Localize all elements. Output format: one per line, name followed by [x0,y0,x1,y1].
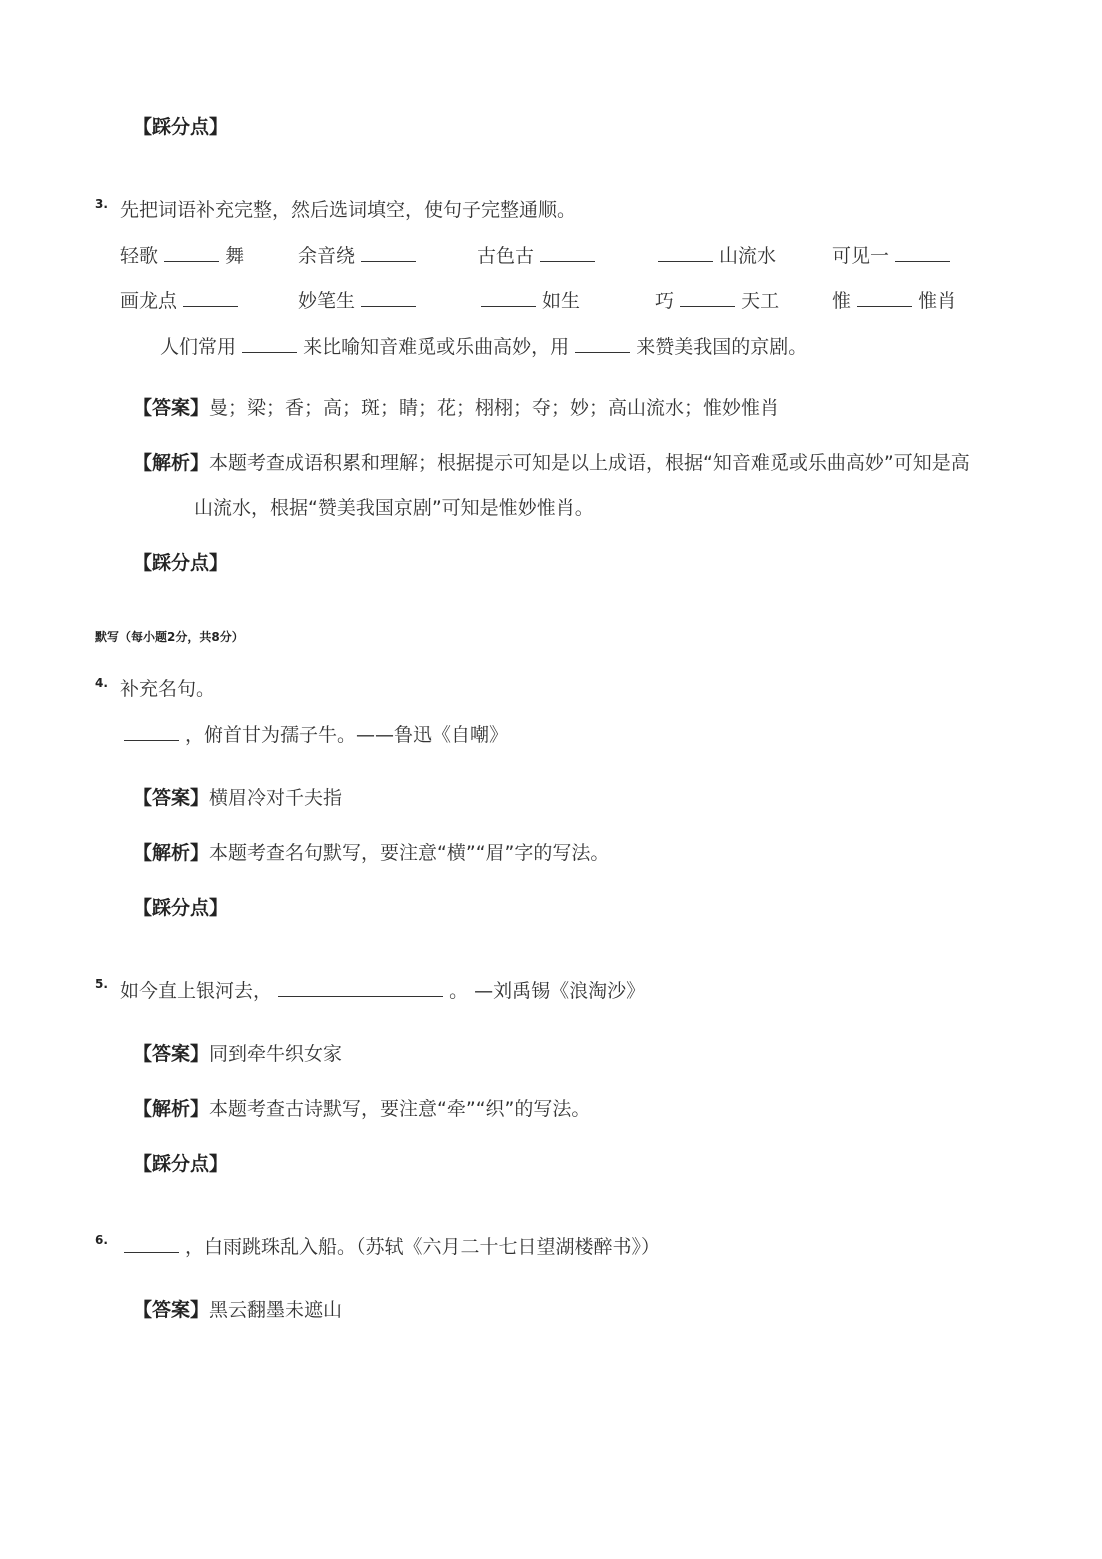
score-point-label: 【踩分点】 [133,1153,229,1175]
analysis-label: 【解析】 [133,842,210,864]
answer-text: 同到牵牛织女家 [209,1043,343,1065]
analysis-text-continued: 山流水，根据“赞美我国京剧”可知是惟妙惟肖。 [194,497,594,519]
question-number: 5. [95,977,108,991]
question-number: 6. [95,1233,108,1247]
idiom-item: 可见一 [832,243,950,268]
answer-text: 横眉冷对千夫指 [209,787,343,809]
idiom-item: 轻歌 舞 [120,245,245,267]
question-number: 3. [95,197,108,211]
blank-line [278,978,443,997]
answer-label: 【答案】 [133,1299,210,1321]
blank-line [481,288,536,307]
analysis-label: 【解析】 [133,452,210,474]
poem-line: ，白雨跳珠乱入船。（苏轼《六月二十七日望湖楼醉书》） [124,1234,660,1259]
answer-row [133,1042,342,1066]
fill-sentence: 人们常用 来比喻知音难觅或乐曲高妙，用 来赞美我国的京剧。 [160,336,808,358]
idiom-item: 山流水 [658,243,776,268]
analysis-label: 【解析】 [133,1098,210,1120]
blank-line [183,288,238,307]
blank-line [361,243,416,262]
score-point-label: 【踩分点】 [133,552,229,574]
idiom-item: 如生 [481,288,580,313]
blank-line [895,243,950,262]
blank-line [658,243,713,262]
answer-row [133,396,779,420]
score-point-label: 【踩分点】 [133,897,229,919]
blank-line [575,334,630,353]
question-stem: 补充名句。 [120,678,216,700]
answer-label: 【答案】 [133,787,210,809]
idiom-item: 妙笔生 [298,288,416,313]
blank-line [857,288,912,307]
answer-text: 黑云翻墨未遮山 [209,1299,343,1321]
analysis-row [133,451,970,475]
answer-label: 【答案】 [133,397,210,419]
poem-line: 如今直上银河去， 。 —刘禹锡《浪淘沙》 [120,980,646,1002]
idiom-item: 余音绕 [298,243,416,268]
blank-line [242,334,297,353]
blank-line [680,288,735,307]
blank-line [540,243,595,262]
question-number: 4. [95,676,108,690]
section-title: 默写（每小题2分，共8分） [95,630,244,644]
idiom-item: 巧 天工 [655,290,780,312]
answer-text: 曼；梁；香；高；斑；睛；花；栩栩；夺；妙；高山流水；惟妙惟肖 [209,397,780,419]
analysis-row [133,841,609,865]
poem-line: ，俯首甘为孺子牛。——鲁迅《自嘲》 [124,722,508,747]
question-stem: 先把词语补充完整，然后选词填空，使句子完整通顺。 [120,199,577,221]
idiom-item: 古色古 [477,243,595,268]
analysis-text: 本题考查成语积累和理解；根据提示可知是以上成语，根据“知音难觅或乐曲高妙”可知是高 [209,452,970,474]
score-point-label: 【踩分点】 [133,116,229,138]
blank-line [164,243,219,262]
answer-row [133,1298,342,1322]
blank-line [124,722,179,741]
analysis-row [133,1097,590,1121]
blank-line [361,288,416,307]
idiom-item: 画龙点 [120,288,238,313]
idiom-item: 惟 惟肖 [832,290,957,312]
blank-line [124,1234,179,1253]
analysis-text: 本题考查名句默写，要注意“横”“眉”字的写法。 [209,842,610,864]
answer-row [133,786,342,810]
analysis-text: 本题考查古诗默写，要注意“牵”“织”的写法。 [209,1098,591,1120]
answer-label: 【答案】 [133,1043,210,1065]
